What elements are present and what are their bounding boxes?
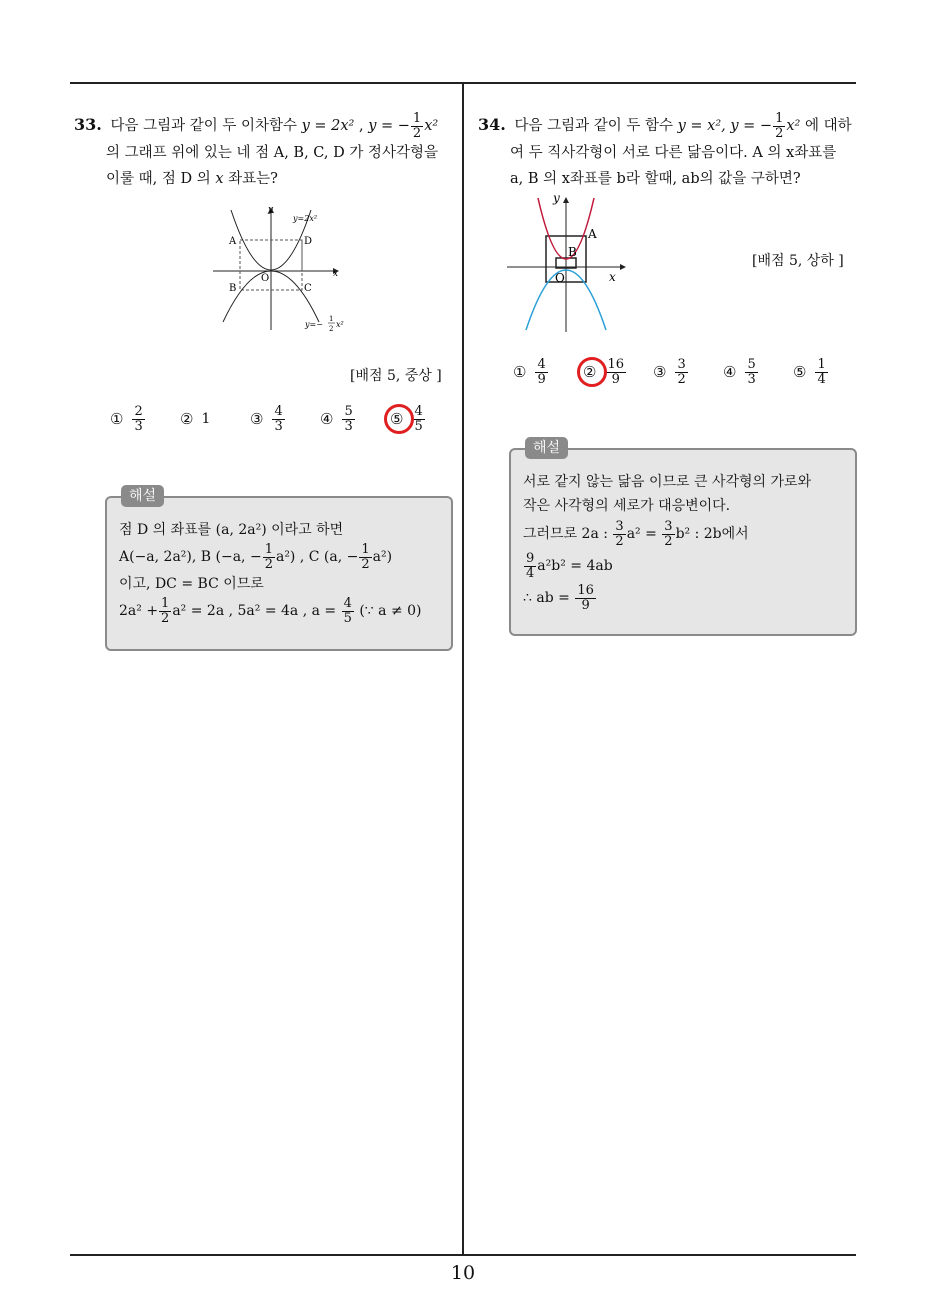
q33-choices — [110, 405, 450, 433]
column-divider — [462, 82, 464, 1256]
q34-exp-line4: $\frac{9}{4}$ a²b² = 4ab — [526, 550, 613, 581]
q34-line1: 34. 다음 그림과 같이 두 함수 y = x², y = − $\frac{1}{2}$ x² 에 대하 — [478, 111, 852, 141]
q34-y-arrow — [563, 197, 569, 203]
q33-label-y: y — [268, 205, 274, 215]
q34-choice-1[interactable]: ① $\frac{4}{9}$ — [513, 357, 546, 387]
q33-eq2: y = − — [368, 118, 410, 135]
question-34 — [478, 112, 868, 192]
q34-label-x: x — [609, 270, 616, 284]
q34-choice-2[interactable]: ② $\frac{16}{9}$ — [583, 358, 653, 386]
q34-explanation-tag: 해설 — [525, 437, 568, 459]
q33-exp-line4: 2a² + $\frac{1}{2}$ a² = 2a , 5a² = 4a , a = $\frac{4}{5}$ (∵ a ≠ 0) — [119, 595, 422, 626]
q33-eq2-tail: x² — [424, 118, 439, 135]
q33-line3: 이룰 때, 점 D 의 x 좌표는? — [106, 171, 278, 188]
q33-label-D: D — [304, 236, 313, 247]
q33-choice-4[interactable]: ④ $\frac{5}{3}$ — [320, 404, 353, 434]
q33-curve-top-label: y=2x² — [293, 214, 318, 223]
q33-score: [배점 5, 중상 ] — [350, 368, 442, 384]
q33-exp-line3: 이고, DC = BC 이므로 — [119, 576, 264, 592]
q33-label-A: A — [229, 236, 237, 247]
q33-line1 — [74, 112, 459, 140]
q34-x-arrow — [620, 264, 626, 270]
q33-explanation-tag: 해설 — [121, 485, 164, 507]
q33-curve-bottom-frac-n: 1 — [329, 315, 334, 323]
q33-line2: 의 그래프 위에 있는 네 점 A, B, C, D 가 정사각형을 — [106, 145, 438, 162]
q33-label-O: O — [261, 273, 270, 284]
q33-curve-bottom-frac-d: 2 — [329, 325, 334, 333]
q34-score: [배점 5, 상하 ] — [752, 253, 844, 269]
q34-number: 34. — [478, 115, 506, 135]
question-33 — [74, 112, 459, 192]
q34-line2: 여 두 직사각형이 서로 다른 닮음이다. A 의 x좌표를 — [510, 145, 837, 162]
q34-explanation-box — [509, 440, 857, 636]
q34-choice-4[interactable]: ④ $\frac{5}{3}$ — [723, 357, 756, 387]
q34-exp-line3: 그러므로 2a : $\frac{3}{2}$ a² = $\frac{3}{2}$ b² : 2b에서 — [523, 518, 749, 549]
q33-label-B: B — [229, 283, 237, 294]
q33-choice-2[interactable]: ② 1 — [180, 410, 211, 429]
q34-label-A: A — [588, 227, 597, 241]
bottom-rule — [70, 1254, 856, 1256]
q33-label-x: x — [333, 269, 339, 279]
q33-explanation-box — [105, 488, 453, 651]
q33-choice-3[interactable]: ③ $\frac{4}{3}$ — [250, 404, 283, 434]
q33-curve-bottom-label: y=− — [305, 320, 323, 329]
q34-line3: a, B 의 x좌표를 b라 할때, ab의 값을 구하면? — [510, 171, 801, 188]
q34-choice-3[interactable]: ③ $\frac{3}{2}$ — [653, 357, 686, 387]
page-number: 10 — [450, 1262, 476, 1284]
answer-circle-mark — [577, 357, 607, 387]
q34-label-y: y — [553, 191, 560, 205]
q33-exp-line1: 점 D 의 좌표를 (a, 2a²) 이라고 하면 — [119, 522, 344, 538]
q33-figure — [205, 200, 360, 340]
q34-label-O: O — [555, 271, 565, 285]
q33-eq2-frac: $\frac{1}{2}$ — [412, 111, 422, 141]
q34-exp-line5: ∴ ab = $\frac{16}{9}$ — [523, 582, 594, 613]
q33-eq1: y = 2x² — [301, 118, 355, 135]
q34-choices — [513, 358, 853, 386]
q33-choice-1[interactable]: ① $\frac{2}{3}$ — [110, 404, 143, 434]
answer-circle-mark — [384, 404, 414, 434]
q33-label-C: C — [304, 283, 312, 294]
q33-choice-5[interactable]: ⑤ $\frac{4}{5}$ — [390, 405, 450, 433]
q34-choice-5[interactable]: ⑤ $\frac{1}{4}$ — [793, 357, 826, 387]
q33-curve-bottom-tail: x² — [336, 320, 344, 329]
q33-number: 33. — [74, 115, 102, 135]
q33-exp-line2: A(−a, 2a²), B (−a, − $\frac{1}{2}$ a²) , C (a, − $\frac{1}{2}$ a²) — [119, 541, 393, 572]
q34-exp-line1: 서로 같지 않는 닮음 이므로 큰 사각형의 가로와 — [523, 474, 812, 490]
q34-label-B: B — [568, 245, 577, 259]
q34-figure — [505, 190, 635, 335]
q33-text: 다음 그림과 같이 두 이차함수 — [110, 118, 297, 135]
q33-sep: , — [358, 118, 364, 135]
q34-exp-line2: 작은 사각형의 세로가 대응변이다. — [523, 498, 731, 514]
